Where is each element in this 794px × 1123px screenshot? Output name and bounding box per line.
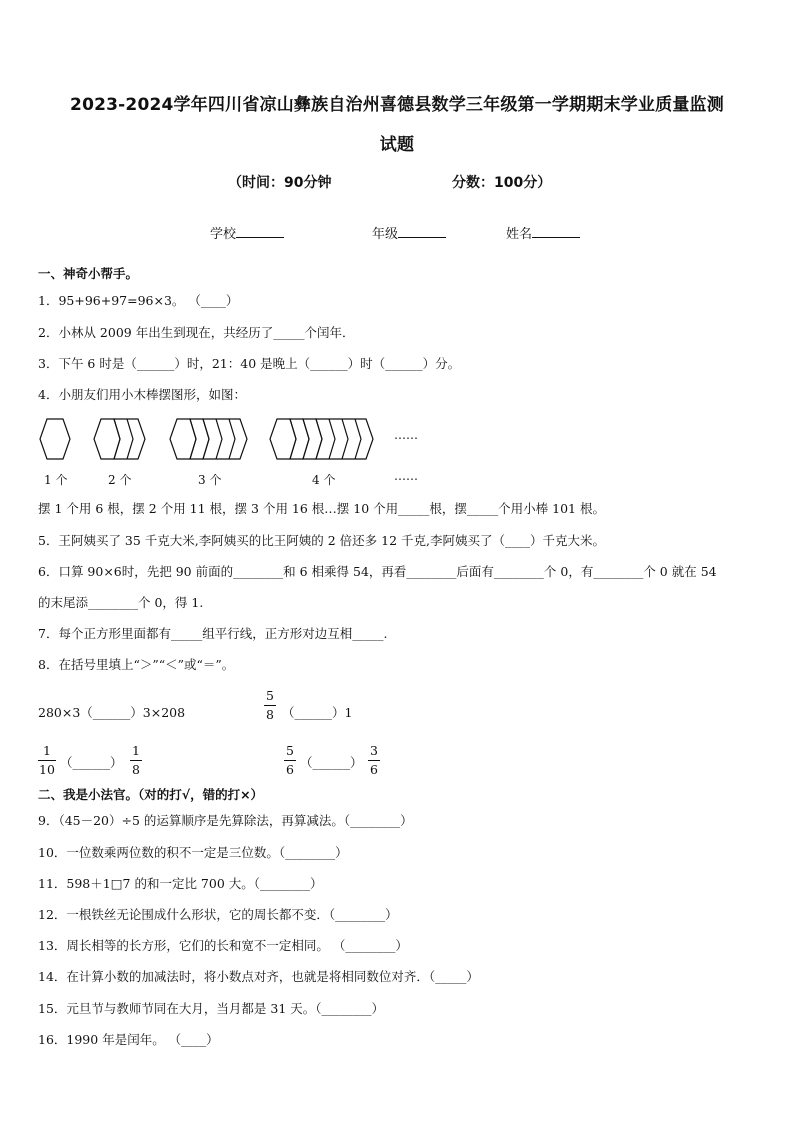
question-5: 5．王阿姨买了 35 千克大米,李阿姨买的比王阿姨的 2 倍还多 12 千克,李阿姨买了（____）千克大米。 [38,533,606,548]
question-2: 2．小林从 2009 年出生到现在，共经历了_____个闰年． [38,325,355,340]
question-10: 10．一位数乘两位数的积不一定是三位数。（________） [38,845,348,860]
question-15: 15．元旦节与教师节同在大月，当月都是 31 天。（________） [38,1001,385,1016]
fraction-numerator: 1 [43,743,51,758]
figure-label-3: 3 个 [198,473,222,487]
hexagon-figure-2 [92,417,148,461]
fraction-1-10 [38,743,56,778]
question-3: 3．下午 6 时是（______）时，21：40 是晚上（______）时（______）分。 [38,356,461,371]
fraction-numerator: 3 [370,743,378,758]
school-label: 学校 [210,227,237,242]
compare-a: 280×3（______）3×208 [38,705,186,720]
question-6-line2: 的末尾添________个 0，得 1. [38,595,204,610]
time-label: （时间：90分钟 [228,175,332,191]
question-11: 11．598＋1□7 的和一定比 700 大。（________） [38,876,323,891]
fraction-5-6 [284,743,296,778]
label-ellipsis: …… [394,469,418,483]
hexagon-figure-1 [38,417,72,461]
question-4: 4．小朋友们用小木棒摆图形，如图： [38,387,246,402]
figure-ellipsis: …… [394,428,418,442]
question-16: 16．1990 年是闰年。 （____） [38,1032,219,1047]
fraction-denominator: 6 [286,762,294,777]
question-13: 13．周长相等的长方形，它们的长和宽不一定相同。 （________） [38,938,408,953]
fraction-5-8 [264,688,276,723]
compare-c-blank: （______） [60,755,123,770]
question-8: 8．在括号里填上“＞”“＜”或“＝”。 [38,657,235,672]
fraction-denominator: 8 [132,762,140,777]
exam-title-line1: 2023-2024学年四川省凉山彝族自治州喜德县数学三年级第一学期期末学业质量监测 [70,95,724,115]
fraction-1-8 [130,743,142,778]
question-7: 7．每个正方形里面都有_____组平行线，正方形对边互相_____. [38,626,388,641]
question-4-text: 摆 1 个用 6 根，摆 2 个用 11 根，摆 3 个用 16 根…摆 10 个用_____根，摆_____个用小棒 101 根。 [38,501,605,516]
fraction-numerator: 5 [286,743,294,758]
figure-label-4: 4 个 [312,473,336,487]
fraction-denominator: 8 [266,707,274,722]
section-1-heading: 一、神奇小帮手。 [38,266,139,281]
exam-title-line2: 试题 [379,135,415,155]
fraction-denominator: 6 [370,762,378,777]
name-field[interactable] [506,223,580,242]
fraction-denominator: 10 [39,762,55,777]
compare-d-blank: （______） [300,755,363,770]
question-12: 12．一根铁丝无论围成什么形状，它的周长都不变．（________） [38,907,398,922]
name-blank[interactable] [532,225,580,238]
figure-label-1: 1 个 [44,473,68,487]
section-2-heading: 二、我是小法官。（对的打√，错的打×） [38,787,264,802]
name-label: 姓名 [506,227,533,242]
school-field[interactable] [210,223,284,242]
grade-blank[interactable] [398,225,446,238]
question-6-line1: 6．口算 90×6时，先把 90 前面的________和 6 相乘得 54，再看________后面有________个 0，有________个 0 就在 54 [38,564,717,579]
hexagon-figure-4 [268,417,376,461]
grade-field[interactable] [372,223,446,242]
school-blank[interactable] [236,225,284,238]
score-label: 分数：100分） [452,175,552,191]
compare-b: （______）1 [282,705,353,720]
question-9: 9．（45－20）÷5 的运算顺序是先算除法，再算减法。（________） [38,813,413,828]
fraction-3-6 [368,743,380,778]
figure-label-2: 2 个 [108,473,132,487]
fraction-numerator: 5 [266,688,274,703]
question-1: 1．95+96+97=96×3。 （____） [38,293,239,308]
question-14: 14．在计算小数的加减法时，将小数点对齐，也就是将相同数位对齐．（_____） [38,969,479,984]
grade-label: 年级 [372,227,399,242]
hexagon-figure-3 [168,417,250,461]
fraction-numerator: 1 [132,743,140,758]
